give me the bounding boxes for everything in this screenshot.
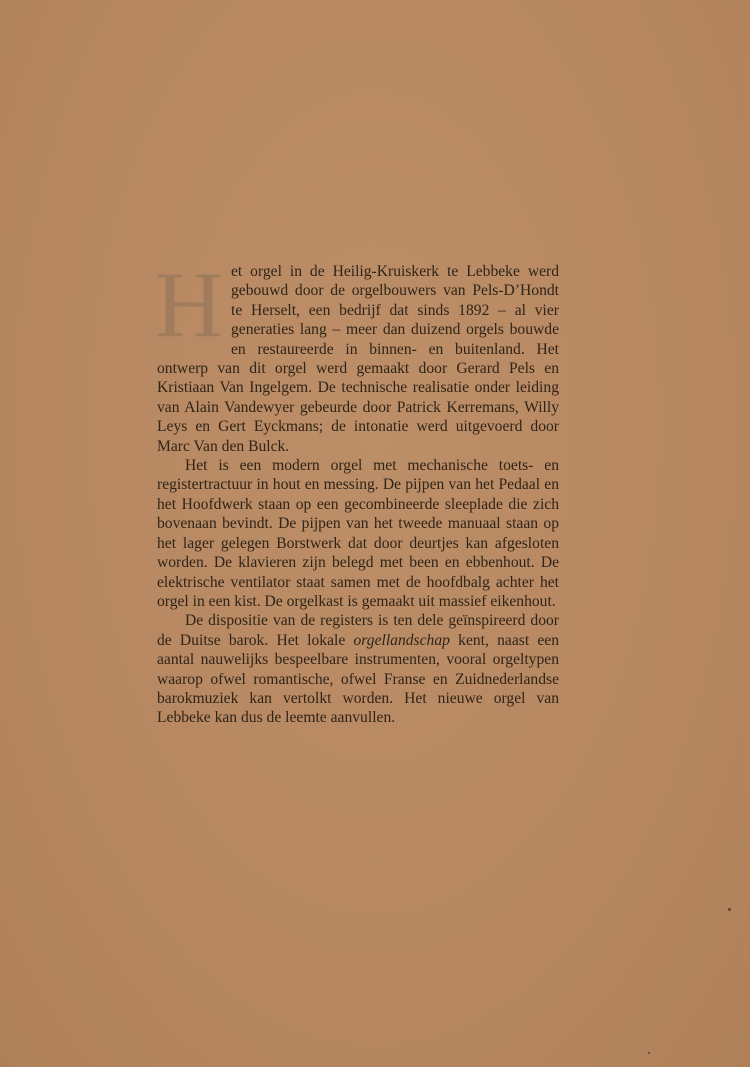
paragraph-3	[157, 611, 559, 727]
drop-cap-initial: H	[155, 253, 223, 357]
article-text	[155, 253, 559, 728]
paper-speck	[648, 1052, 650, 1054]
paragraph-2	[157, 456, 559, 611]
paper-speck	[728, 908, 731, 911]
paragraph-3-text-b: kent, naast een aantal nauwelijks bespeelbare instrumenten, vooral orgeltypen waarop ofwel romantische, ofwel Franse en Zuidnederlandse barokmuziek kan vertolkt worden. Het nieuwe orgel van Lebbeke kan dus de leemte aanvullen.	[157, 631, 559, 727]
paragraph-1	[155, 253, 559, 456]
paragraph-1-text: et orgel in de Heilig-Kruiskerk te Lebbeke werd gebouwd door de orgelbouwers van Pels-D’Hondt te Herselt, een bedrijf dat sinds 1892 – al vier generaties lang – meer dan duizend orgels bouwde en restaureerde in binnen- en buitenland. Het ontwerp van dit orgel werd gemaakt door Gerard Pels en Kristiaan Van Ingelgem. De technische realisatie onder leiding van Alain Vandewyer gebeurde door Patrick Kerremans, Willy Leys en Gert Eyckmans; de intonatie werd uitgevoerd door Marc Van den Bulck.	[157, 263, 559, 455]
paragraph-2-text: Het is een modern orgel met mechanische toets- en registertractuur in hout en messing. De pijpen van het Pedaal en het Hoofdwerk staan op een gecombineerde sleeplade die zich bovenaan bevindt. De pijpen van het tweede manuaal staan op het lager gelegen Borstwerk dat door deurtjes kan afgesloten worden. De klavieren zijn belegd met been en ebbenhout. De elektrische ventilator staat samen met de hoofdbalg achter het orgel in een kist. De orgelkast is gemaakt uit massief eikenhout.	[157, 457, 559, 610]
paragraph-3-text-a: De dispositie van de registers is ten dele geïnspireerd door de Duitse barok. Het lokale	[157, 612, 559, 649]
paragraph-3-emphasis: orgellandschap	[353, 631, 450, 649]
